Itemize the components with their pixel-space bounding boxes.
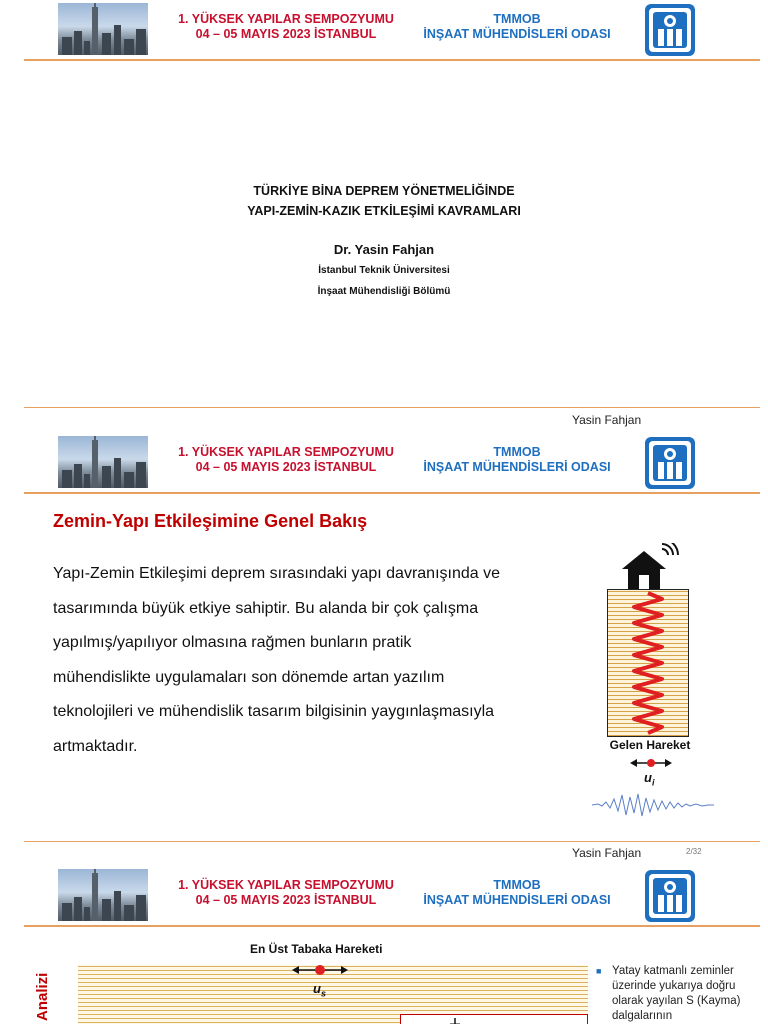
- figure-caption: Gelen Hareket: [609, 738, 691, 752]
- imo-logo: [644, 3, 696, 57]
- inset-marker-icon: [447, 1018, 463, 1024]
- author-affiliation: İstanbul Teknik Üniversitesi İnşaat Mühendisliği Bölümü: [317, 265, 451, 297]
- body-line: Yapı-Zemin Etkileşimi deprem sırasındaki yapı davranışında ve: [53, 565, 501, 582]
- page-number: 2/32: [686, 847, 702, 856]
- header-rule: [24, 492, 760, 494]
- author-name: Dr. Yasin Fahjan: [333, 242, 435, 257]
- header-rule: [24, 59, 760, 61]
- footer-author: Yasin Fahjan: [572, 846, 642, 860]
- bullet-square-icon: ■: [596, 966, 602, 976]
- imo-logo: [644, 869, 696, 923]
- body-line: yapılmış/yapılıyor olmasına rağmen bunların pratik: [53, 634, 412, 652]
- figure-variable: $u_i$: [644, 770, 655, 788]
- body-line: artmaktadır.: [53, 737, 138, 755]
- city-skyline-photo: [58, 869, 148, 921]
- footer-rule: [24, 841, 760, 842]
- slide-heading: Zemin-Yapı Etkileşimine Genel Bakış: [53, 511, 368, 531]
- inset-box: [400, 1014, 588, 1024]
- bullet-line: üzerinde yukarıya doğru: [612, 980, 736, 992]
- symposium-title: 1. YÜKSEK YAPILAR SEMPOZYUMU 04 – 05 MAYIS 2023 İSTANBUL: [178, 445, 394, 474]
- city-skyline-photo: [58, 3, 148, 55]
- figure-variable: $u_s$: [313, 981, 326, 999]
- presentation-title: TÜRKİYE BİNA DEPREM YÖNETMELİĞİNDE YAPI-ZEMİN-KAZIK ETKİLEŞİMİ KAVRAMLARI: [247, 184, 521, 218]
- body-line: teknolojileri ve mühendislik tasarım bilgisinin yaygınlaşmasıyla: [53, 703, 495, 721]
- bullet-item: [596, 964, 766, 1024]
- wave-propagation-icon: [607, 589, 689, 737]
- bullet-line: dalgalarının: [612, 1010, 673, 1022]
- bullet-line: olarak yayılan S (Kayma): [612, 995, 741, 1007]
- body-line: mühendislikte uygulamaları son dönemde artan yazılım: [53, 668, 445, 686]
- header-rule: [24, 925, 760, 927]
- top-layer-label: En Üst Tabaka Hareketi: [250, 942, 383, 956]
- side-title: Analizi: [34, 972, 51, 1021]
- double-arrow-icon: [630, 757, 672, 769]
- organization-name: TMMOB İNŞAAT MÜHENDİSLERİ ODASI: [423, 878, 611, 907]
- slide-header: [0, 866, 768, 926]
- analysis-slide: [0, 866, 768, 1024]
- symposium-title: 1. YÜKSEK YAPILAR SEMPOZYUMU 04 – 05 MAYIS 2023 İSTANBUL: [178, 878, 394, 907]
- footer-rule: [24, 407, 760, 408]
- title-slide: [0, 0, 768, 430]
- slide-header: [0, 433, 768, 493]
- seismogram-icon: [592, 791, 714, 819]
- double-arrow-icon: [292, 964, 348, 976]
- city-skyline-photo: [58, 436, 148, 488]
- overview-slide: [0, 433, 768, 863]
- house-icon: [616, 543, 680, 591]
- footer-author: Yasin Fahjan: [572, 413, 642, 427]
- organization-name: TMMOB İNŞAAT MÜHENDİSLERİ ODASI: [423, 12, 611, 41]
- bullet-line: Yatay katmanlı zeminler: [612, 965, 734, 977]
- organization-name: TMMOB İNŞAAT MÜHENDİSLERİ ODASI: [423, 445, 611, 474]
- symposium-title: 1. YÜKSEK YAPILAR SEMPOZYUMU 04 – 05 MAYIS 2023 İSTANBUL: [178, 12, 394, 41]
- body-line: tasarımında büyük etkiye sahiptir. Bu alanda bir çok çalışma: [53, 599, 479, 617]
- slide-body-text: [53, 557, 553, 765]
- slide-header: [0, 0, 768, 60]
- imo-logo: [644, 436, 696, 490]
